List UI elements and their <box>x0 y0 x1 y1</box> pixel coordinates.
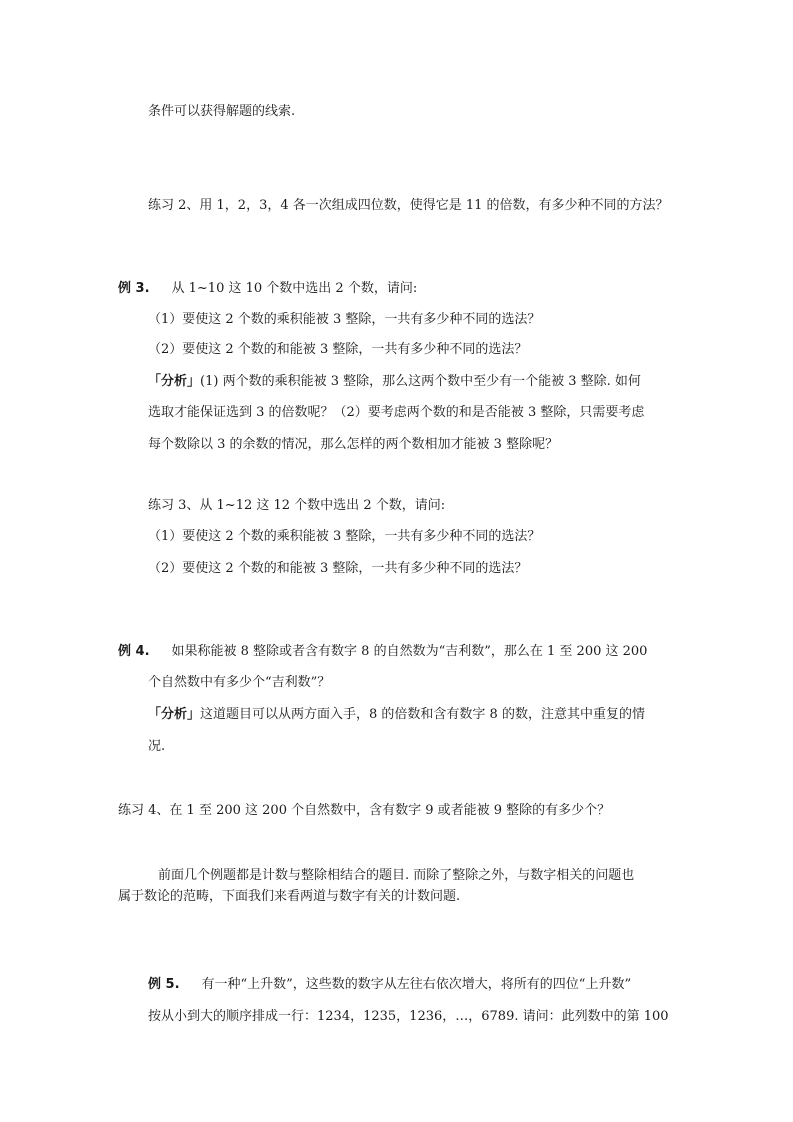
example-3-question-2: （2）要使这 2 个数的和能被 3 整除，一共有多少种不同的选法？ <box>148 342 528 357</box>
analysis-label: 「分析」 <box>148 374 201 389</box>
analysis-text: 这道题目可以从两方面入手，8 的倍数和含有数字 8 的数，注意其中重复的情 <box>200 707 645 722</box>
example-4-text-2: 个自然数中有多少个“吉利数”？ <box>148 675 331 690</box>
analysis-label: 「分析」 <box>148 707 201 722</box>
practice-3: 练习 3、从 1~12 这 12 个数中选出 2 个数，请问: <box>148 498 446 513</box>
example-3-question-1: （1）要使这 2 个数的乘积能被 3 整除，一共有多少种不同的选法？ <box>148 312 541 327</box>
example-5-text-2: 按从小到大的顺序排成一行：1234，1235，1236，…，6789. 请问：此列数中的第 100 <box>148 1009 669 1024</box>
example-5-label: 例 5. <box>148 977 180 992</box>
example-4-heading <box>118 642 647 662</box>
transition-paragraph-line-1: 前面几个例题都是计数与整除相结合的题目. 而除了整除之外，与数字相关的问题也 <box>158 868 635 883</box>
example-3-label: 例 3. <box>118 281 150 296</box>
example-4-text-1: 如果称能被 8 整除或者含有数字 8 的自然数为“吉利数”，那么在 1 至 200 这 200 <box>171 644 648 659</box>
example-3-text: 从 1~10 这 10 个数中选出 2 个数，请问: <box>171 281 418 296</box>
example-3-analysis-line-1 <box>148 372 641 392</box>
practice-3-question-1: （1）要使这 2 个数的乘积能被 3 整除，一共有多少种不同的选法？ <box>148 529 541 544</box>
example-3-analysis-line-3: 每个数除以 3 的余数的情况，那么怎样的两个数相加才能被 3 整除呢？ <box>148 437 559 452</box>
analysis-text: (1) 两个数的乘积能被 3 整除，那么这两个数中至少有一个能被 3 整除. 如何 <box>200 374 641 389</box>
example-5-heading <box>148 975 631 995</box>
practice-2: 练习 2、用 1，2，3，4 各一次组成四位数，使得它是 11 的倍数，有多少种不同的方法？ <box>148 198 669 213</box>
practice-4: 练习 4、在 1 至 200 这 200 个自然数中，含有数字 9 或者能被 9 整除的有多少个？ <box>118 803 611 818</box>
intro-tail-line: 条件可以获得解题的线索. <box>148 104 296 119</box>
example-4-analysis-line-1 <box>148 705 645 725</box>
transition-paragraph-line-2: 属于数论的范畴，下面我们来看两道与数字有关的计数问题. <box>118 889 461 904</box>
example-3-analysis-line-2: 选取才能保证选到 3 的倍数呢？（2）要考虑两个数的和是否能被 3 整除，只需要考虑 <box>148 405 645 420</box>
example-4-analysis-line-2: 况. <box>148 739 166 754</box>
example-5-text-1: 有一种“上升数”，这些数的数字从左往右依次增大，将所有的四位“上升数” <box>201 977 632 992</box>
example-4-label: 例 4. <box>118 644 150 659</box>
example-3-heading <box>118 279 417 299</box>
practice-3-question-2: （2）要使这 2 个数的和能被 3 整除，一共有多少种不同的选法？ <box>148 561 528 576</box>
